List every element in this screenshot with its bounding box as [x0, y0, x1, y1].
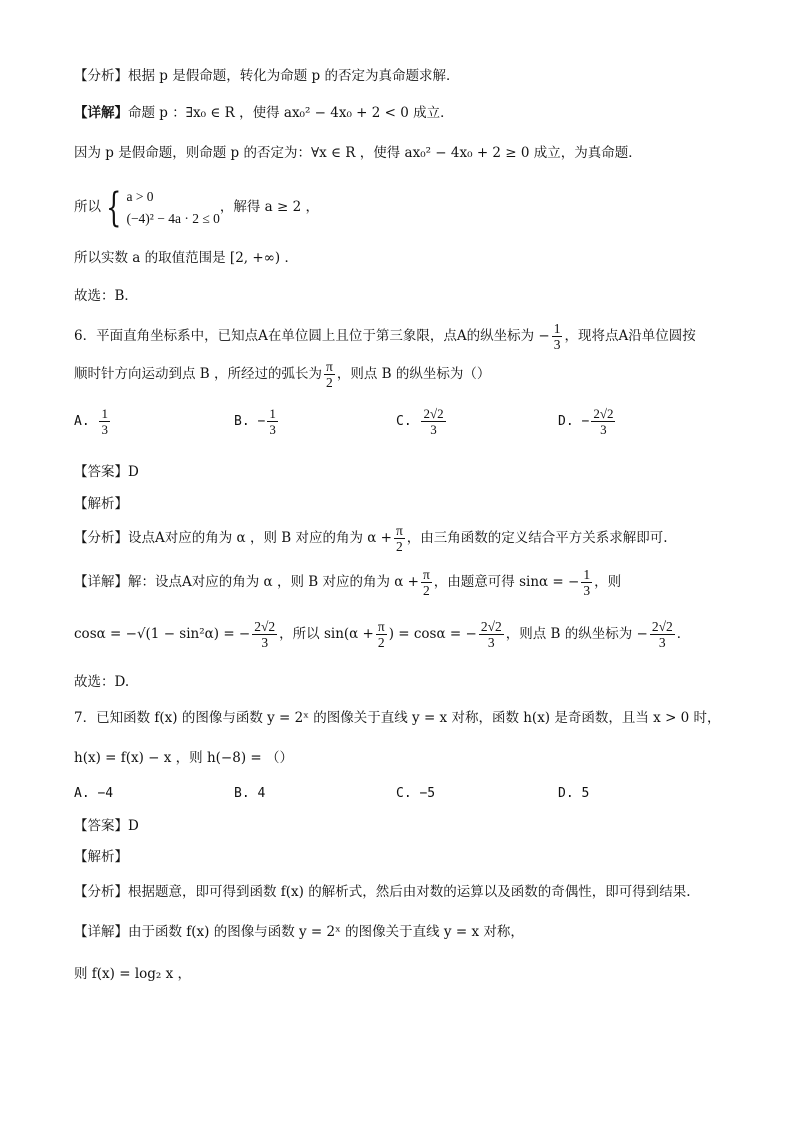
q6-cos-c: ) = cosα = − [388, 626, 477, 642]
option-label: A. [74, 786, 90, 801]
q6-option-a[interactable] [74, 406, 112, 437]
q6-stem-a-tail: ，现将点A沿单位圆按 [564, 328, 696, 344]
q6-detail-b: ，由题意可得 sinα = − [433, 574, 580, 590]
option-fraction [267, 406, 278, 437]
q5-line3-prefix: 所以 [74, 199, 101, 215]
fraction [394, 523, 405, 554]
frac-den: 3 [600, 422, 607, 437]
left-brace: { [106, 184, 122, 231]
q6-cos-a: cosα = −√(1 − sin²α) = − [74, 626, 251, 642]
q5-system-line [74, 180, 319, 234]
option-fraction [99, 406, 110, 437]
q7-option-c[interactable] [396, 786, 435, 801]
option-label: A. [74, 414, 90, 429]
q5-detail [74, 103, 454, 123]
q6-cos-d: ，则点 B 的纵坐标为 − [505, 626, 648, 642]
q7-stem-line1: 7．已知函数 f(x) 的图像与函数 y = 2ˣ 的图像关于直线 y = x 对称，函数 h(x) 是奇函数，且当 x > 0 时， [74, 710, 721, 726]
fraction [479, 619, 504, 650]
q7-jiexi: 【解析】 [74, 849, 128, 865]
q6-detail-c: ，则 [594, 574, 622, 590]
frac-den: 3 [658, 635, 666, 650]
option-value: 5 [581, 786, 590, 801]
sys-row-1: a > 0 [126, 188, 154, 204]
frac-num: 2√2 [651, 619, 673, 634]
fraction [252, 619, 277, 650]
fraction [581, 567, 592, 598]
q6-stem-line1 [74, 318, 696, 354]
frac-num: 2√2 [593, 406, 614, 421]
q5-detail-text: 命题 p ：∃x₀ ∈ R ，使得 ax₀² − 4x₀ + 2 < 0 成立． [128, 105, 454, 121]
q6-cos-b: ，所以 sin(α + [279, 626, 374, 642]
frac-den: 3 [261, 635, 269, 650]
q6-detail-a: 【详解】解：设点A对应的角为 α ，则 B 对应的角为 α + [74, 574, 419, 590]
q6-option-c[interactable] [396, 406, 448, 437]
frac-den: 2 [423, 583, 430, 598]
frac-den: 2 [396, 539, 403, 554]
option-fraction [421, 406, 445, 437]
q7-option-d[interactable] [558, 786, 589, 801]
option-sign: − [257, 414, 266, 429]
detail-label: 【详解】 [74, 105, 128, 121]
q5-analysis: 【分析】根据 p 是假命题，转化为命题 p 的否定为真命题求解． [74, 68, 460, 84]
frac-den: 3 [269, 422, 276, 437]
frac-num: 2√2 [254, 619, 276, 634]
fraction [552, 321, 563, 352]
q6-stem-b-tail: ，则点 B 的纵坐标为（） [336, 366, 491, 382]
option-value: −4 [97, 786, 114, 801]
q5-line2: 因为 p 是假命题，则命题 p 的否定为：∀x ∈ R ，使得 ax₀² − 4x₀ + 2 ≥ 0 成立，为真命题． [74, 145, 642, 161]
q6-jiexi: 【解析】 [74, 496, 128, 512]
option-label: B. [234, 786, 250, 801]
frac-num: 2√2 [480, 619, 502, 634]
fraction [650, 619, 675, 650]
q6-detail [74, 564, 621, 600]
q6-stem-line2 [74, 356, 490, 392]
fraction [324, 359, 335, 390]
frac-num: π [422, 567, 430, 582]
q7-option-b[interactable] [234, 786, 265, 801]
frac-den: 3 [553, 337, 561, 352]
option-label: B. [234, 414, 250, 429]
q7-analysis: 【分析】根据题意，即可得到函数 f(x) 的解析式，然后由对数的运算以及函数的奇偶性，即可得到结果. [74, 884, 691, 900]
q6-analysis-b: ，由三角函数的定义结合平方关系求解即可. [406, 530, 668, 546]
option-sign: − [581, 414, 590, 429]
frac-den: 3 [430, 422, 437, 437]
frac-den: 3 [583, 583, 591, 598]
q7-option-a[interactable] [74, 786, 113, 801]
option-fraction [591, 406, 615, 437]
frac-num: π [377, 619, 385, 634]
q6-analysis [74, 520, 668, 556]
q7-detail: 【详解】由于函数 f(x) 的图像与函数 y = 2ˣ 的图像关于直线 y = x 对称， [74, 924, 524, 940]
option-label: C. [396, 786, 412, 801]
q5-line4: 所以实数 a 的取值范围是 [2, +∞) ． [74, 250, 298, 266]
frac-num: 1 [583, 567, 591, 582]
option-label: D. [558, 414, 574, 429]
frac-den: 3 [487, 635, 495, 650]
frac-den: 2 [326, 375, 333, 390]
option-value: −5 [419, 786, 436, 801]
frac-num: 1 [269, 406, 276, 421]
q7-answer: 【答案】D [74, 818, 139, 834]
inequality-system [126, 186, 219, 230]
q5-line3-suffix: ，解得 a ≥ 2 ， [219, 199, 319, 215]
q6-cos-line [74, 614, 690, 654]
q6-analysis-a: 【分析】设点A对应的角为 α ，则 B 对应的角为 α + [74, 530, 392, 546]
fraction [421, 567, 432, 598]
frac-num: 1 [101, 406, 108, 421]
frac-num: 1 [553, 321, 561, 336]
option-value: 4 [257, 786, 266, 801]
q6-option-b[interactable] [234, 406, 280, 437]
fraction [376, 619, 387, 650]
q6-choice: 故选：D. [74, 674, 130, 690]
q7-last-line: 则 f(x) = log₂ x ， [74, 966, 192, 982]
option-label: C. [396, 414, 412, 429]
frac-num: π [395, 523, 403, 538]
frac-den: 2 [377, 635, 385, 650]
q7-stem-line2: h(x) = f(x) − x ，则 h(−8) = （） [74, 750, 293, 766]
option-label: D. [558, 786, 574, 801]
frac-num: 2√2 [423, 406, 444, 421]
q6-cos-e: ． [676, 626, 691, 642]
q6-stem-b: 顺时针方向运动到点 B ，所经过的弧长为 [74, 366, 323, 382]
q6-stem-a: 6．平面直角坐标系中，已知点A在单位圆上且位于第三象限，点A的纵坐标为 − [74, 328, 550, 344]
sys-row-2: (−4)² − 4a · 2 ≤ 0 [126, 210, 220, 226]
q6-option-d[interactable] [558, 406, 617, 437]
frac-num: π [326, 359, 333, 374]
frac-den: 3 [101, 422, 108, 437]
q6-answer: 【答案】D [74, 464, 139, 480]
q5-choice: 故选：B． [74, 288, 138, 304]
